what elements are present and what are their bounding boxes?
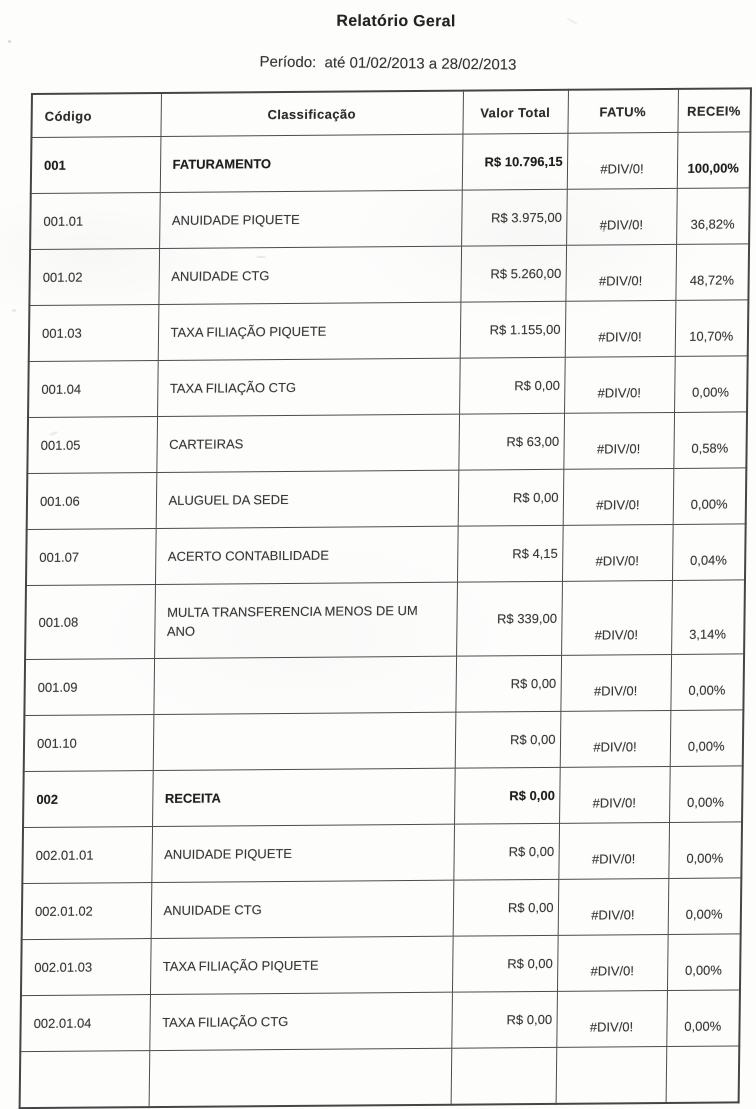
table-row [20,990,740,1052]
report-table [19,87,752,1109]
cell-fatu: #DIV/0! [561,580,672,655]
cell-valor-total [451,1047,557,1104]
table-row [26,524,746,586]
scan-artifact [12,309,16,312]
cell-codigo: 001 [31,136,161,193]
cell-fatu: #DIV/0! [560,654,671,711]
scan-artifact [8,40,11,43]
table-row [22,878,742,940]
general-report-table [19,87,752,1109]
cell-classificacao [149,1048,452,1107]
cell-classificacao: MULTA TRANSFERENCIA MENOS DE UM ANO [154,582,457,658]
cell-codigo [20,1051,150,1109]
cell-classificacao: ANUIDADE PIQUETE [159,190,462,248]
cell-valor-total: R$ 339,00 [456,581,562,656]
cell-valor-total: R$ 63,00 [458,413,564,470]
cell-valor-total: R$ 0,00 [452,935,558,992]
table-row [22,822,742,884]
cell-valor-total: R$ 10.796,15 [462,133,568,190]
table-row [24,710,744,772]
cell-fatu: #DIV/0! [567,132,678,189]
cell-recei: 36,82% [676,188,750,245]
cell-codigo: 002.01.01 [22,827,152,884]
cell-classificacao: CARTEIRAS [156,414,459,472]
cell-valor-total: R$ 3.975,00 [461,189,567,246]
cell-recei: 0,00% [668,878,742,935]
cell-fatu: #DIV/0! [560,710,671,767]
cell-fatu: #DIV/0! [565,244,676,301]
cell-recei: 48,72% [675,244,749,301]
cell-valor-total: R$ 0,00 [458,469,564,526]
col-header-valor-total: Valor Total [462,90,568,134]
cell-classificacao [153,712,456,770]
cell-classificacao: ACERTO CONTABILIDADE [155,526,458,584]
cell-codigo: 002.01.02 [22,883,152,940]
cell-recei: 0,00% [666,990,740,1047]
cell-classificacao: ANUIDADE CTG [151,880,454,938]
cell-valor-total: R$ 5.260,00 [460,245,566,302]
cell-recei: 0,00% [673,468,747,525]
table-header-row [31,88,751,137]
table-row [29,244,749,306]
page-title: Relatório Geral [336,12,456,31]
table-row [20,1046,740,1108]
cell-codigo: 001.10 [24,715,154,772]
cell-codigo: 001.06 [27,473,157,530]
cell-recei: 10,70% [675,300,749,357]
cell-classificacao: TAXA FILIAÇÃO CTG [149,992,452,1050]
table-row [21,934,741,996]
cell-valor-total: R$ 4,15 [457,525,563,582]
cell-recei: 0,00% [670,710,744,767]
cell-valor-total: R$ 1.155,00 [460,301,566,358]
cell-recei: 0,58% [673,412,747,469]
cell-recei: 0,00% [670,654,744,711]
cell-codigo: 001.08 [25,585,155,660]
cell-classificacao [153,656,456,714]
cell-valor-total: R$ 0,00 [453,823,559,880]
cell-valor-total: R$ 0,00 [455,655,561,712]
col-header-recei: RECEI% [677,88,751,132]
cell-classificacao: ANUIDADE PIQUETE [151,824,454,882]
cell-valor-total: R$ 0,00 [454,767,560,824]
cell-classificacao: TAXA FILIAÇÃO CTG [157,358,460,416]
cell-codigo: 001.09 [24,659,154,716]
cell-fatu: #DIV/0! [564,356,675,413]
table-row [29,300,749,362]
table-row [27,468,747,530]
cell-fatu: #DIV/0! [558,878,669,935]
cell-valor-total: R$ 0,00 [455,711,561,768]
table-row [31,132,751,194]
cell-recei [666,1046,740,1103]
cell-recei: 0,00% [668,822,742,879]
table-row [25,580,745,660]
table-row [27,412,747,474]
table-row [24,654,744,716]
cell-classificacao: ALUGUEL DA SEDE [156,470,459,528]
cell-codigo: 001.01 [30,192,160,249]
cell-fatu: #DIV/0! [563,412,674,469]
cell-classificacao: RECEITA [152,768,455,826]
report-period: Período: até 01/02/2013 a 28/02/2013 [259,53,517,74]
cell-fatu: #DIV/0! [562,524,673,581]
cell-valor-total: R$ 0,00 [459,357,565,414]
cell-recei: 0,00% [667,934,741,991]
cell-recei: 0,04% [672,524,746,581]
col-header-fatu: FATU% [567,89,678,133]
table-body [20,132,751,1108]
cell-codigo: 001.07 [26,529,156,586]
cell-fatu: #DIV/0! [563,468,674,525]
cell-recei: 3,14% [671,580,745,655]
cell-codigo: 001.03 [29,304,159,361]
col-header-codigo: Código [31,93,161,138]
cell-recei: 0,00% [669,766,743,823]
table-row [30,188,750,250]
cell-codigo: 001.04 [28,361,158,418]
cell-fatu: #DIV/0! [557,934,668,991]
table-header [31,88,751,137]
cell-recei: 100,00% [677,132,751,189]
cell-codigo: 002.01.03 [21,939,151,996]
cell-codigo: 002 [23,771,153,828]
cell-fatu: #DIV/0! [565,300,676,357]
cell-codigo: 001.02 [29,248,159,305]
cell-valor-total: R$ 0,00 [451,991,557,1048]
table-row [28,356,748,418]
cell-fatu: #DIV/0! [566,188,677,245]
col-header-classificacao: Classificação [160,91,463,137]
cell-codigo: 001.05 [27,417,157,474]
cell-fatu: #DIV/0! [556,991,667,1048]
cell-codigo: 002.01.04 [20,995,150,1052]
cell-classificacao: ANUIDADE CTG [158,246,461,304]
cell-fatu: #DIV/0! [559,766,670,823]
cell-fatu: #DIV/0! [558,822,669,879]
cell-valor-total: R$ 0,00 [453,879,559,936]
cell-classificacao: TAXA FILIAÇÃO PIQUETE [158,302,461,360]
cell-classificacao: TAXA FILIAÇÃO PIQUETE [150,936,453,994]
cell-fatu [556,1047,667,1104]
scan-artifact [256,256,266,258]
cell-classificacao: FATURAMENTO [160,134,463,192]
table-row [23,766,743,828]
cell-recei: 0,00% [674,356,748,413]
